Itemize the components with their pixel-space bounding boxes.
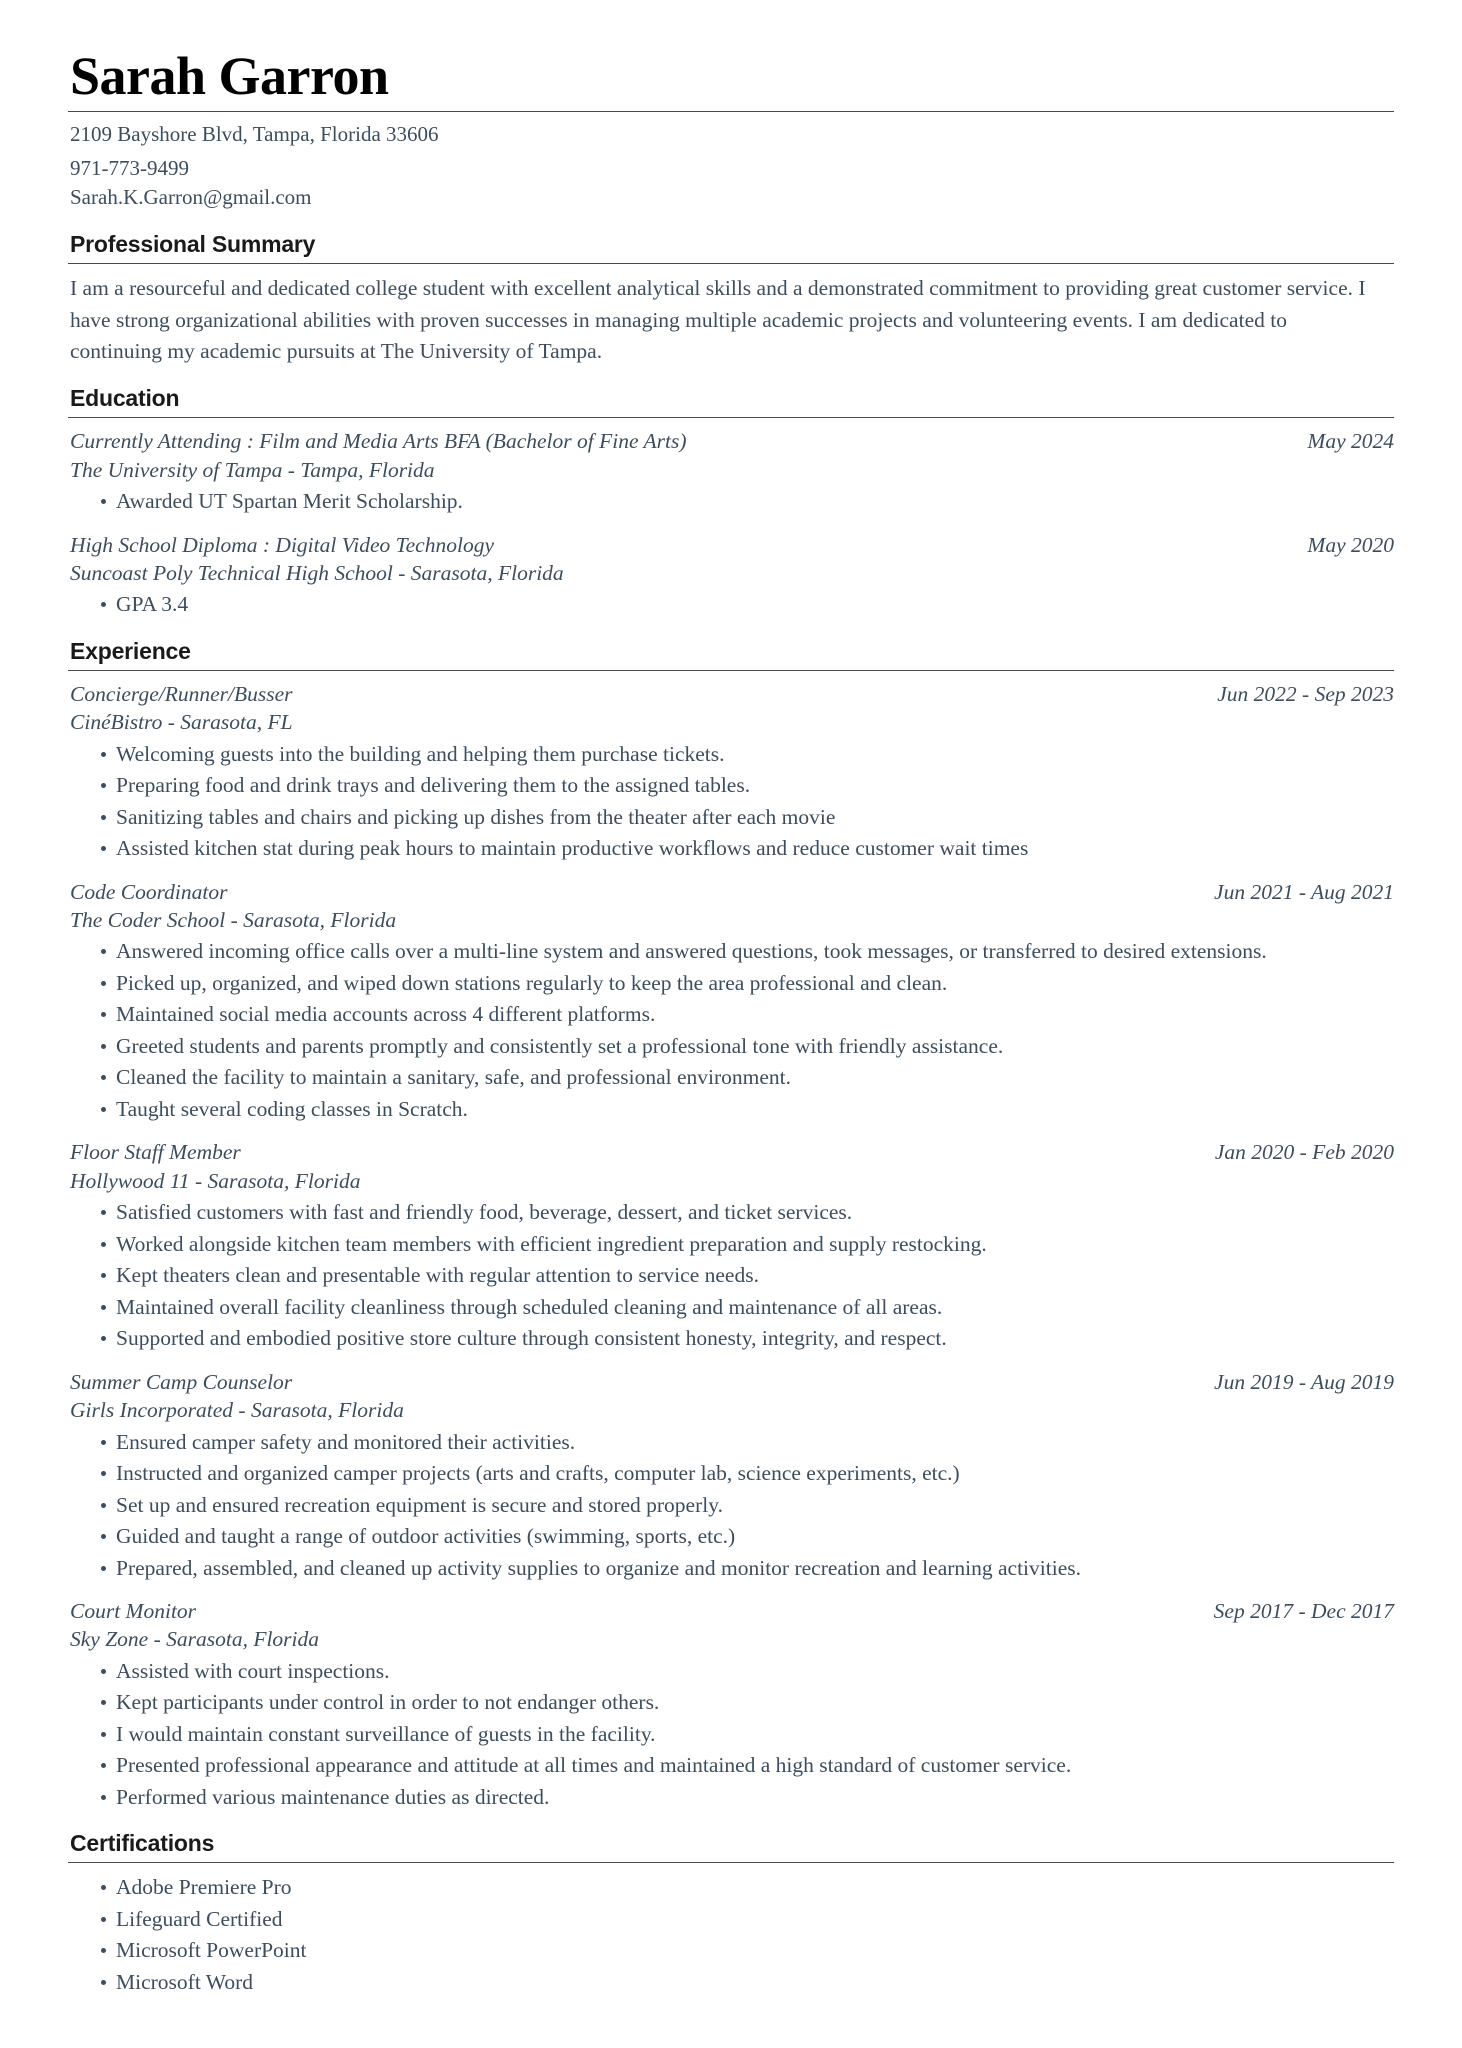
list-item: Adobe Premiere Pro [68, 1872, 1394, 1903]
experience-role: Floor Staff Member [70, 1140, 241, 1165]
experience-company: Sky Zone - Sarasota, Florida [70, 1627, 320, 1652]
list-item: Presented professional appearance and attitude at all times and maintained a high standard of customer service. [68, 1750, 1394, 1781]
section-experience [68, 638, 1394, 1813]
list-item: Assisted kitchen stat during peak hours to maintain productive workflows and reduce customer wait times [68, 833, 1394, 864]
section-divider [68, 263, 1394, 264]
candidate-phone: 971-773-9499 [70, 155, 189, 180]
education-school: Suncoast Poly Technical High School - Sarasota, Florida [70, 560, 564, 585]
list-item: Welcoming guests into the building and helping them purchase tickets. [68, 739, 1394, 770]
experience-entry-header [68, 680, 1394, 708]
education-bullets [68, 589, 1394, 620]
list-item: Prepared, assembled, and cleaned up activity supplies to organize and monitor recreation and learning activities. [68, 1553, 1394, 1584]
experience-role: Code Coordinator [70, 879, 228, 904]
experience-bullets [68, 739, 1394, 864]
candidate-email: Sarah.K.Garron@gmail.com [70, 185, 312, 210]
list-item: Greeted students and parents promptly and consistently set a professional tone with friendly assistance. [68, 1031, 1394, 1062]
list-item: Microsoft Word [68, 1967, 1394, 1998]
education-date: May 2024 [1307, 429, 1394, 454]
list-item: Performed various maintenance duties as directed. [68, 1782, 1394, 1813]
section-education [68, 385, 1394, 620]
section-certifications [68, 1830, 1394, 1997]
experience-company: Girls Incorporated - Sarasota, Florida [70, 1398, 404, 1423]
experience-date: Jun 2022 - Sep 2023 [1217, 681, 1394, 706]
list-item: Answered incoming office calls over a multi-line system and answered questions, took messages, or transferred to desired extensions. [68, 936, 1394, 967]
section-divider [68, 417, 1394, 418]
list-item: Lifeguard Certified [68, 1904, 1394, 1935]
list-item: Set up and ensured recreation equipment is secure and stored properly. [68, 1490, 1394, 1521]
education-degree: Currently Attending : Film and Media Arts BFA (Bachelor of Fine Arts) [70, 429, 687, 454]
list-item: Worked alongside kitchen team members with efficient ingredient preparation and supply restocking. [68, 1229, 1394, 1260]
experience-entry [68, 1368, 1394, 1583]
education-degree: High School Diploma : Digital Video Technology [70, 532, 494, 557]
experience-role: Concierge/Runner/Busser [70, 681, 293, 706]
list-item: Cleaned the facility to maintain a sanitary, safe, and professional environment. [68, 1062, 1394, 1093]
experience-entry [68, 1597, 1394, 1812]
education-bullets [68, 486, 1394, 517]
list-item: Sanitizing tables and chairs and picking up dishes from the theater after each movie [68, 802, 1394, 833]
list-item: Kept participants under control in order to not endanger others. [68, 1687, 1394, 1718]
list-item: Preparing food and drink trays and delivering them to the assigned tables. [68, 770, 1394, 801]
experience-role: Court Monitor [70, 1599, 197, 1624]
section-title-experience: Experience [70, 637, 191, 664]
experience-date: Jun 2021 - Aug 2021 [1214, 879, 1394, 904]
section-title-certifications: Certifications [70, 1830, 215, 1857]
candidate-address: 2109 Bayshore Blvd, Tampa, Florida 33606 [70, 121, 439, 146]
experience-date: Jun 2019 - Aug 2019 [1214, 1369, 1394, 1394]
list-item: Taught several coding classes in Scratch. [68, 1094, 1394, 1125]
experience-entry-header [68, 1597, 1394, 1625]
professional-summary-text: I am a resourceful and dedicated college student with excellent analytical skills and a demonstrated commitment to providing great customer service. I have strong organizational abilities with proven successes in managing multiple academic projects and volunteering events. I am dedicated to continuing my academic pursuits at The University of Tampa. [70, 276, 1366, 363]
certifications-list [68, 1872, 1394, 1997]
section-title-professional-summary: Professional Summary [70, 231, 316, 258]
experience-company: The Coder School - Sarasota, Florida [70, 907, 397, 932]
experience-entry [68, 680, 1394, 864]
section-divider [68, 1862, 1394, 1863]
experience-entry [68, 878, 1394, 1125]
list-item: Microsoft PowerPoint [68, 1935, 1394, 1966]
list-item: Kept theaters clean and presentable with regular attention to service needs. [68, 1260, 1394, 1291]
experience-entry-header [68, 1138, 1394, 1166]
experience-bullets [68, 1656, 1394, 1813]
experience-date: Sep 2017 - Dec 2017 [1213, 1599, 1394, 1624]
list-item: Maintained social media accounts across 4 different platforms. [68, 999, 1394, 1030]
list-item: Guided and taught a range of outdoor activities (swimming, sports, etc.) [68, 1521, 1394, 1552]
experience-entry-header [68, 1368, 1394, 1396]
list-item: Instructed and organized camper projects (arts and crafts, computer lab, science experiments, etc.) [68, 1458, 1394, 1489]
experience-role: Summer Camp Counselor [70, 1369, 293, 1394]
section-professional-summary [68, 231, 1394, 367]
list-item: Assisted with court inspections. [68, 1656, 1394, 1687]
experience-entry-header [68, 878, 1394, 906]
experience-bullets [68, 1427, 1394, 1584]
education-entry-header [68, 427, 1394, 455]
section-title-education: Education [70, 385, 180, 412]
list-item: Supported and embodied positive store culture through consistent honesty, integrity, and respect. [68, 1323, 1394, 1354]
experience-bullets [68, 936, 1394, 1124]
experience-company: CinéBistro - Sarasota, FL [70, 710, 293, 735]
education-entry-header [68, 531, 1394, 559]
list-item: Awarded UT Spartan Merit Scholarship. [68, 486, 1394, 517]
section-divider [68, 670, 1394, 671]
education-entry [68, 427, 1394, 516]
list-item: Maintained overall facility cleanliness through scheduled cleaning and maintenance of all areas. [68, 1292, 1394, 1323]
list-item: GPA 3.4 [68, 589, 1394, 620]
experience-entry [68, 1138, 1394, 1353]
experience-company: Hollywood 11 - Sarasota, Florida [70, 1168, 361, 1193]
list-item: I would maintain constant surveillance of guests in the facility. [68, 1719, 1394, 1750]
list-item: Satisfied customers with fast and friendly food, beverage, dessert, and ticket services. [68, 1197, 1394, 1228]
education-school: The University of Tampa - Tampa, Florida [70, 457, 435, 482]
candidate-name: Sarah Garron [70, 46, 389, 106]
resume-header [68, 48, 1394, 213]
experience-date: Jan 2020 - Feb 2020 [1214, 1140, 1394, 1165]
list-item: Picked up, organized, and wiped down stations regularly to keep the area professional and clean. [68, 968, 1394, 999]
list-item: Ensured camper safety and monitored their activities. [68, 1427, 1394, 1458]
experience-bullets [68, 1197, 1394, 1354]
education-date: May 2020 [1307, 532, 1394, 557]
header-divider [68, 111, 1394, 112]
education-entry [68, 531, 1394, 620]
